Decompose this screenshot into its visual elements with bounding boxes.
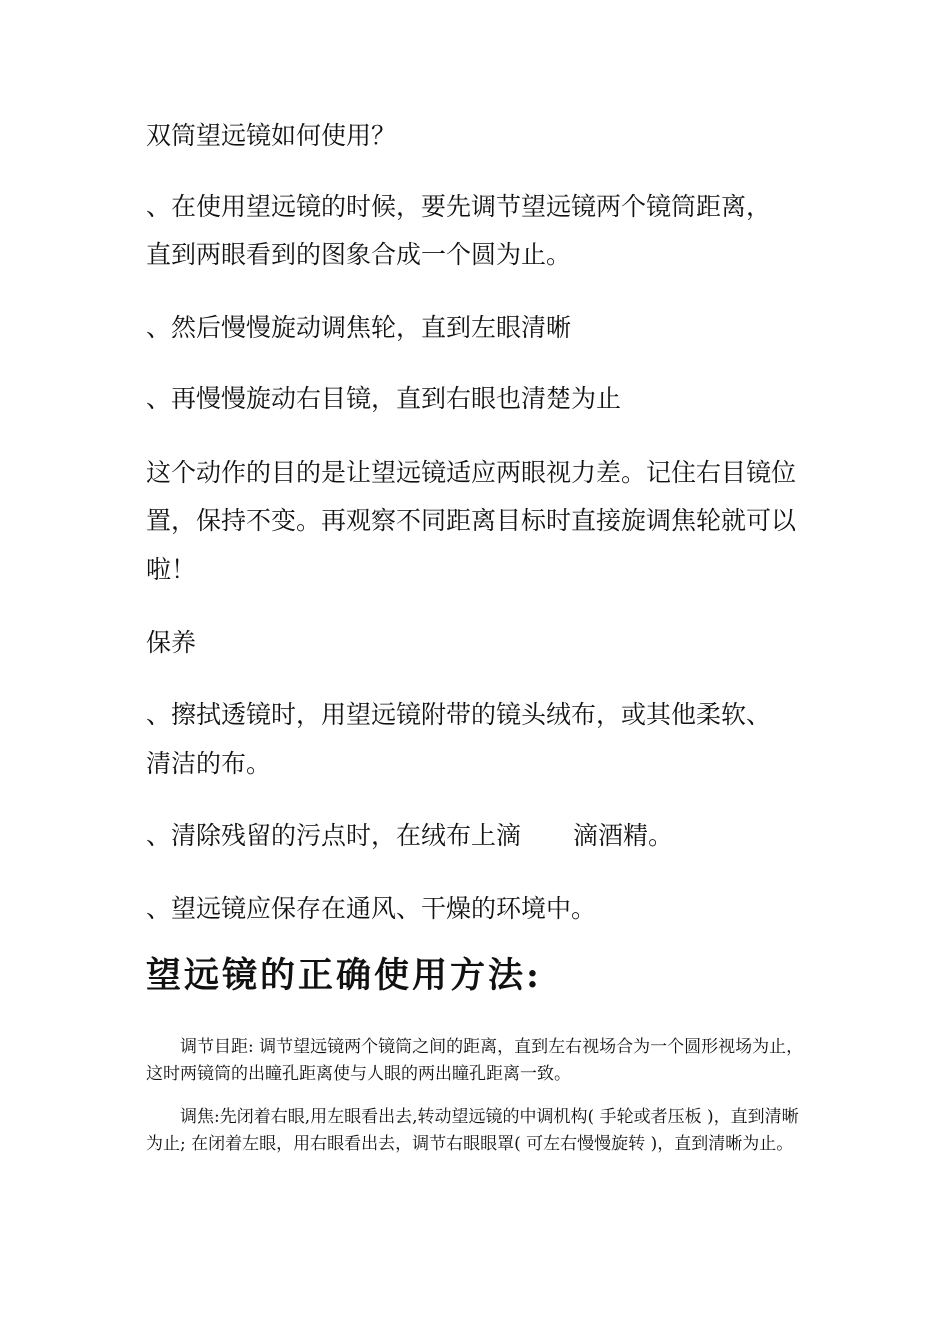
document-title: 双筒望远镜如何使用？: [146, 121, 397, 150]
purpose-line-2: 置，保持不变。再观察不同距离目标时直接旋调焦轮就可以: [146, 506, 797, 535]
method-paragraph-2: 调焦:先闭着右眼,用左眼看出去,转动望远镜的中调机构( 手轮或者压板 )，直到清晰为止; 在闭着左眼，用右眼看出去，调节右眼眼罩( 可左右慢慢旋转 )，直到清晰为止。: [146, 1107, 799, 1154]
maintenance-step-1-line-2: 清洁的布。: [146, 749, 272, 778]
usage-step-1-line-1: 、在使用望远镜的时候，要先调节望远镜两个镜筒距离，: [146, 192, 772, 221]
purpose-line-3: 啦！: [146, 555, 197, 584]
purpose-line-1: 这个动作的目的是让望远镜适应两眼视力差。记住右目镜位: [146, 458, 797, 487]
maintenance-step-1-line-1: 、擦拭透镜时，用望远镜附带的镜头绒布，或其他柔软、: [146, 700, 772, 729]
maintenance-title: 保养: [146, 628, 197, 657]
maintenance-step-2: [146, 813, 826, 859]
usage-step-2: 、然后慢慢旋动调焦轮，直到左眼清晰: [146, 313, 572, 342]
usage-step-3: 、再慢慢旋动右目镜，直到右眼也清楚为止: [146, 384, 622, 413]
method-heading: 望远镜的正确使用方法:: [146, 955, 542, 996]
maintenance-step-3: 、望远镜应保存在通风、干燥的环境中。: [146, 894, 597, 923]
maintenance-step-2-part-1: 、清除残留的污点时，在绒布上滴: [146, 821, 522, 850]
method-paragraph-1: 调节目距: 调节望远镜两个镜筒之间的距离，直到左右视场合为一个圆形视场为止，这时两镜筒的出瞳孔距离使与人眼的两出瞳孔距离一致。: [146, 1037, 804, 1084]
maintenance-step-2-part-2: 滴酒精。: [573, 821, 674, 850]
usage-step-1-line-2: 直到两眼看到的图象合成一个圆为止。: [146, 240, 572, 269]
